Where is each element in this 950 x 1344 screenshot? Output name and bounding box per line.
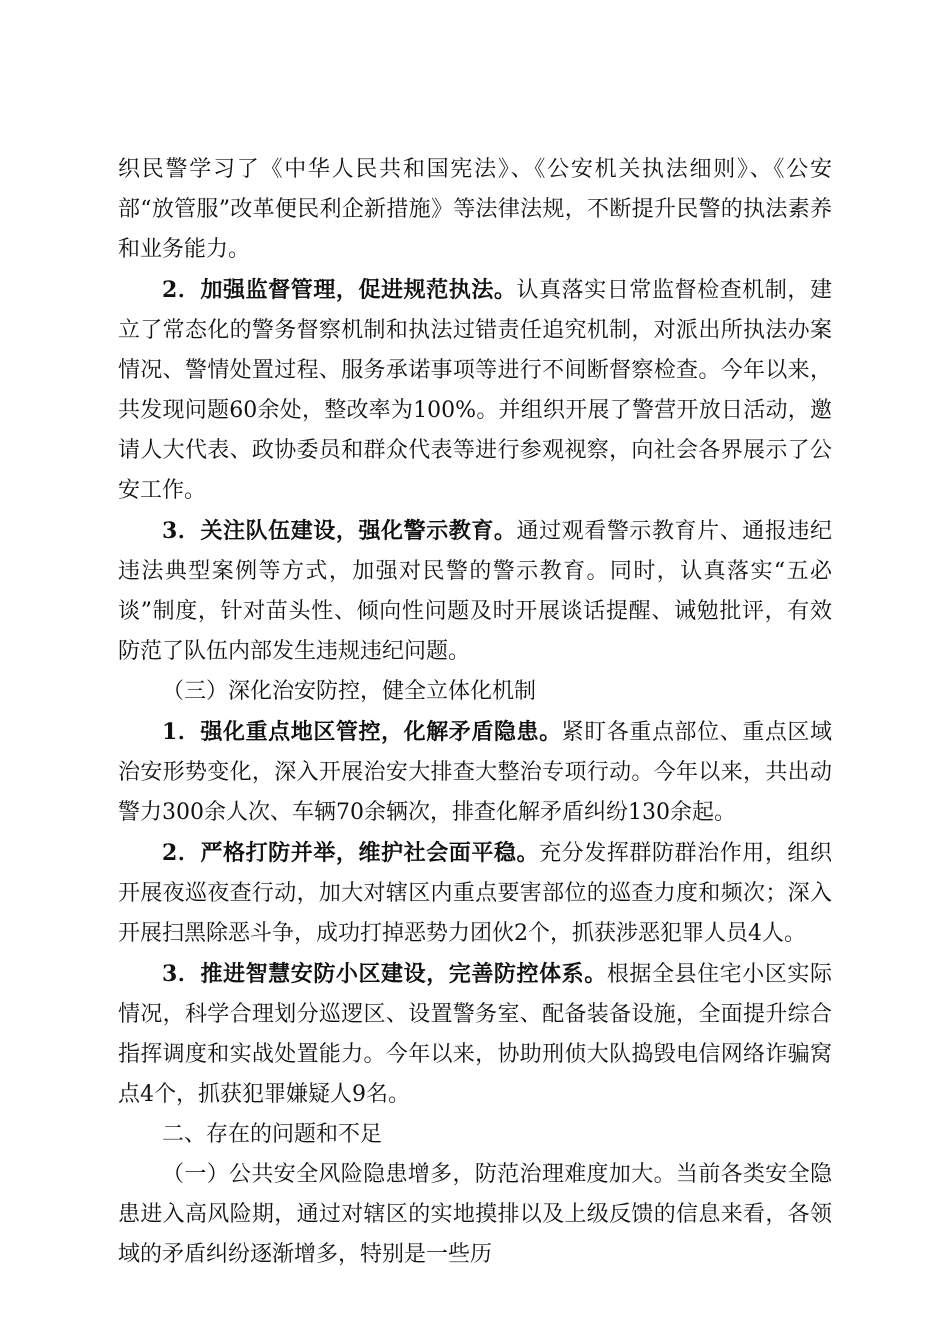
paragraph-risks (118, 1155, 832, 1275)
section-heading-text: （三）深化治安防控，健全立体化机制 (162, 679, 537, 704)
section-heading-3 (118, 672, 832, 712)
paragraph-text: 织民警学习了《中华人民共和国宪法》、《公安机关执法细则》、《公安部“放管服”改革便民利企新措施》等法律法规，不断提升民警的执法素养和业务能力。 (118, 157, 832, 262)
paragraph-key-areas (118, 712, 832, 833)
paragraph-text: 根据全县住宅小区实际情况，科学合理划分巡逻区、设置警务室、配备装备设施，全面提升综合指挥调度和实战处置能力。今年以来，协助刑侦大队捣毁电信网络诈骗窝点4个，抓获犯罪嫌疑人9名。 (118, 962, 832, 1107)
section-heading-text: 二、存在的问题和不足 (162, 1122, 383, 1147)
paragraph-title: 3．关注队伍建设，强化警示教育。 (162, 518, 517, 544)
paragraph-text: 紧盯各重点部位、重点区域治安形势变化，深入开展治安大排查大整治专项行动。今年以来，共出动警力300余人次、车辆70余辆次，排查化解矛盾纠纷130余起。 (118, 720, 832, 825)
paragraph-smart-community (118, 954, 832, 1115)
paragraph-supervision (118, 270, 832, 511)
section-heading-problems (118, 1115, 832, 1155)
paragraph-text: 认真落实日常监督检查机制，建立了常态化的警务督察机制和执法过错责任追究机制，对派出所执法办案情况、警情处置过程、服务承诺事项等进行不间断督察检查。今年以来，共发现问题60余处，整改率为100%。并组织开展了警营开放日活动，邀请人大代表、政协委员和群众代表等进行参观视察，向社会各界展示了公安工作。 (118, 278, 832, 503)
paragraph-title: 2．严格打防并举，维护社会面平稳。 (162, 840, 540, 866)
document-page (118, 150, 832, 1275)
paragraph-title: 1．强化重点地区管控，化解矛盾隐患。 (162, 719, 562, 745)
paragraph-text: （一）公共安全风险隐患增多，防范治理难度加大。当前各类安全隐患进入高风险期，通过对辖区的实地摸排以及上级反馈的信息来看，各领域的矛盾纠纷逐渐增多，特别是一些历 (118, 1162, 832, 1267)
paragraph-title: 2．加强监督管理，促进规范执法。 (162, 277, 517, 303)
paragraph-continuation (118, 150, 832, 270)
paragraph-team-building (118, 511, 832, 672)
paragraph-title: 3．推进智慧安防小区建设，完善防控体系。 (162, 961, 607, 987)
paragraph-text: 通过观看警示教育片、通报违纪违法典型案例等方式，加强对民警的警示教育。同时，认真落实“五必谈”制度，针对苗头性、倾向性问题及时开展谈话提醒、诫勉批评，有效防范了队伍内部发生违规违纪问题。 (118, 519, 832, 664)
paragraph-text: 充分发挥群防群治作用，组织开展夜巡夜查行动，加大对辖区内重点要害部位的巡查力度和频次；深入开展扫黑除恶斗争，成功打掉恶势力团伙2个，抓获涉恶犯罪人员4人。 (118, 841, 832, 946)
paragraph-prevention (118, 833, 832, 954)
